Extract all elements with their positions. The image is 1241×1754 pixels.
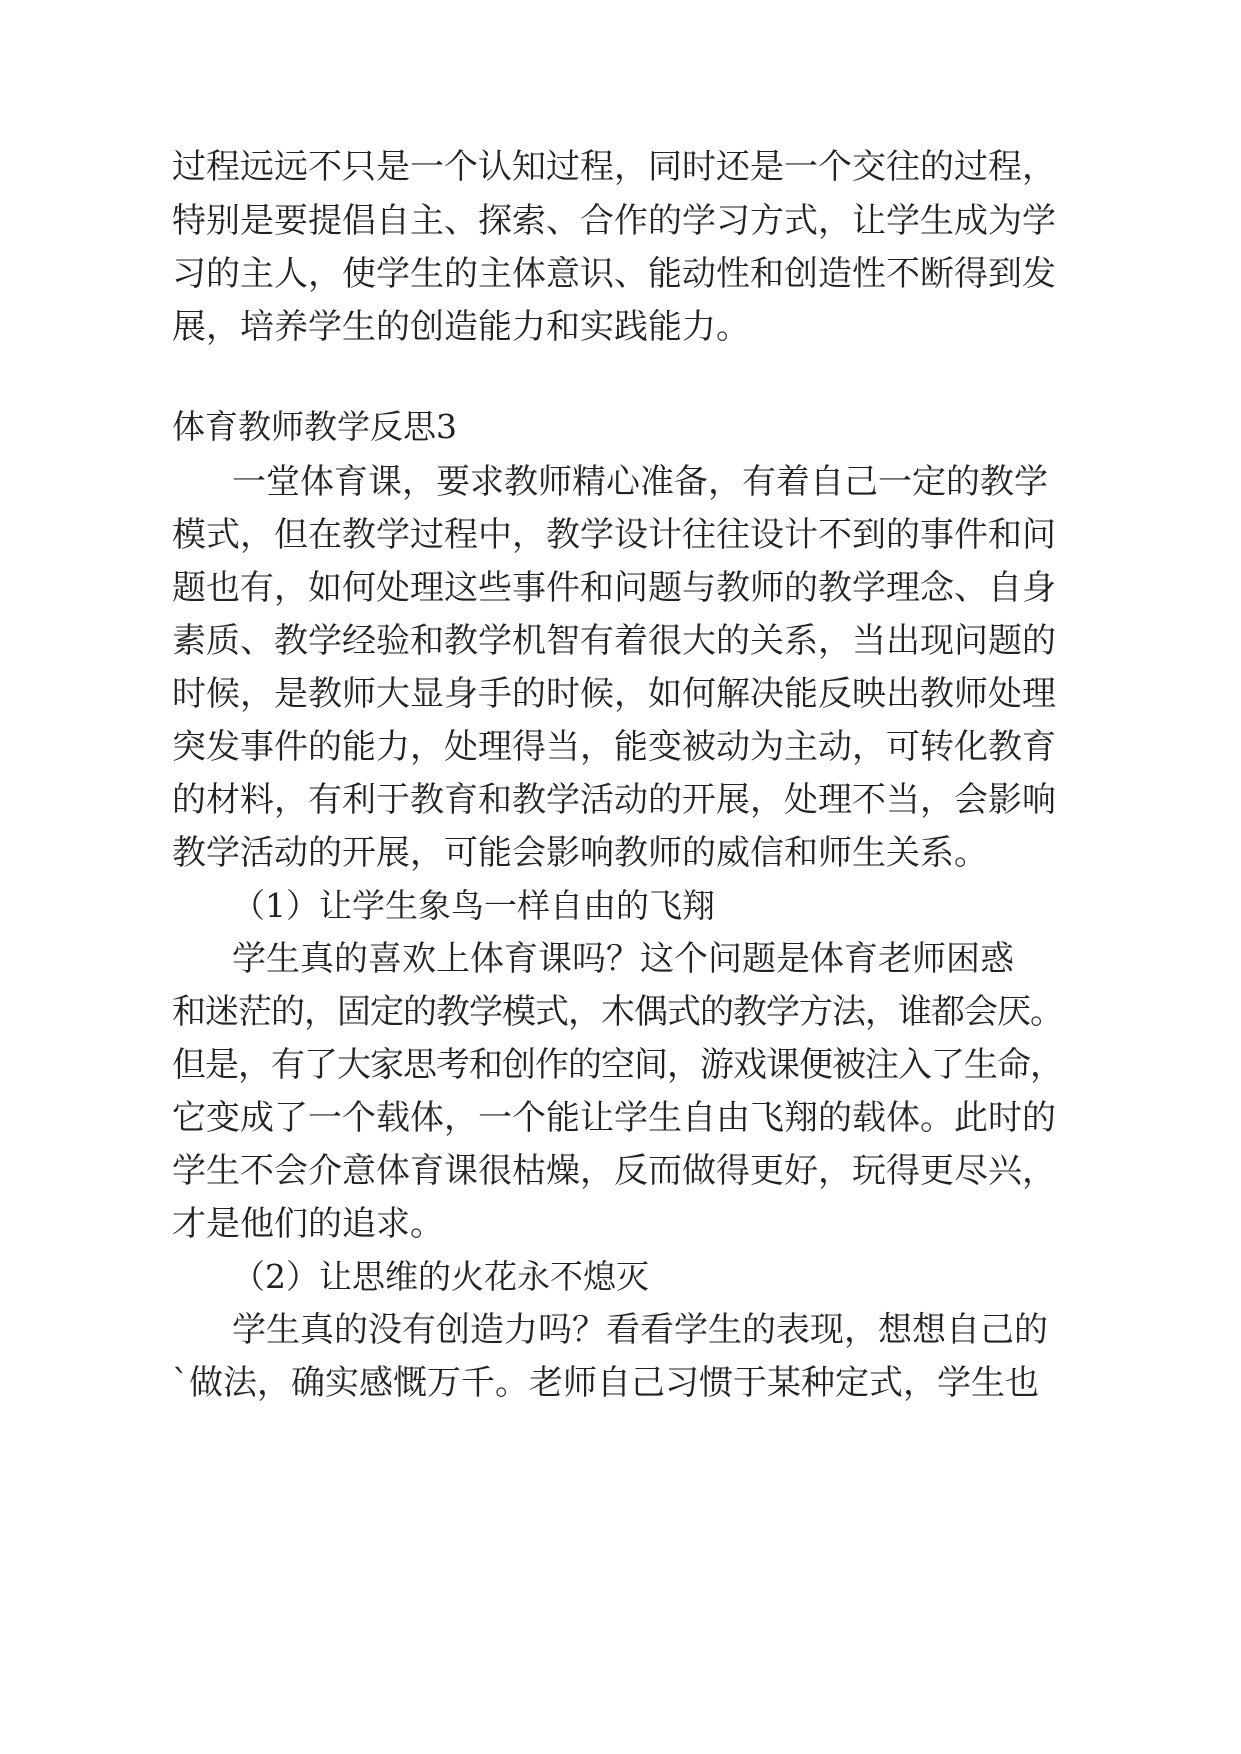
text-line [0,397,1241,457]
paragraph-line: 但是，有了大家思考和创作的空间，游戏课便被注入了生命， [172,1045,1063,1085]
text-line [0,929,1241,989]
paragraph-line: 突发事件的能力，处理得当，能变被动为主动，可转化教育 [172,727,1056,767]
paragraph-line: 模式，但在教学过程中，教学设计往往设计不到的事件和问 [172,515,1056,555]
paragraph-line: 素质、教学经验和教学机智有着很大的关系，当出现问题的 [172,621,1056,661]
paragraph-line: 一堂体育课，要求教师精心准备，有着自己一定的教学 [232,462,1048,502]
text-line [0,1247,1241,1307]
paragraph-line: 教学活动的开展，可能会影响教师的威信和师生关系。 [172,833,988,873]
text-line [0,823,1241,883]
text-line [0,664,1241,724]
text-line [0,558,1241,618]
paragraph-line: 展，培养学生的创造能力和实践能力。 [172,307,750,347]
section-title: 体育教师教学反思3 [172,407,457,446]
text-line [0,1035,1241,1095]
subheading: （2）让思维的火花永不熄灭 [232,1257,649,1296]
paragraph-line: 学生真的喜欢上体育课吗？这个问题是体育老师困惑 [232,939,1014,979]
paragraph-line: 它变成了一个载体，一个能让学生自由飞翔的载体。此时的 [172,1098,1056,1138]
paragraph-line: 特别是要提倡自主、探索、合作的学习方式，让学生成为学 [172,201,1056,241]
text-line [0,611,1241,671]
text-line [0,982,1241,1042]
text-line [0,1088,1241,1148]
paragraph-line: 学生真的没有创造力吗？看看学生的表现，想想自己的 [232,1310,1048,1350]
text-line [0,297,1241,357]
paragraph-line: 题也有，如何处理这些事件和问题与教师的教学理念、自身 [172,568,1056,608]
paragraph-line: 和迷茫的，固定的教学模式，木偶式的教学方法，谁都会厌。 [172,992,1063,1032]
text-line [0,191,1241,251]
text-line [0,1141,1241,1201]
paragraph-line: 过程远远不只是一个认知过程，同时还是一个交往的过程， [172,147,1056,187]
paragraph-line: 的材料，有利于教育和教学活动的开展，处理不当，会影响 [172,780,1056,820]
text-line [0,505,1241,565]
paragraph-line: 时候，是教师大显身手的时候，如何解决能反映出教师处理 [172,674,1056,714]
text-line [0,1194,1241,1254]
text-line [0,137,1241,197]
text-line [0,717,1241,777]
paragraph-line: 才是他们的追求。 [172,1204,444,1244]
text-line [0,1300,1241,1360]
text-line [0,244,1241,304]
text-line [0,876,1241,936]
text-line [0,452,1241,512]
paragraph-line: `做法，确实感慨万千。老师自己习惯于某种定式，学生也 [172,1363,1039,1403]
paragraph-line: 学生不会介意体育课很枯燥，反而做得更好，玩得更尽兴， [172,1151,1056,1191]
paragraph-line: 习的主人，使学生的主体意识、能动性和创造性不断得到发 [172,254,1056,294]
text-line [0,770,1241,830]
text-line [0,1353,1241,1413]
subheading: （1）让学生象鸟一样自由的飞翔 [232,886,715,925]
